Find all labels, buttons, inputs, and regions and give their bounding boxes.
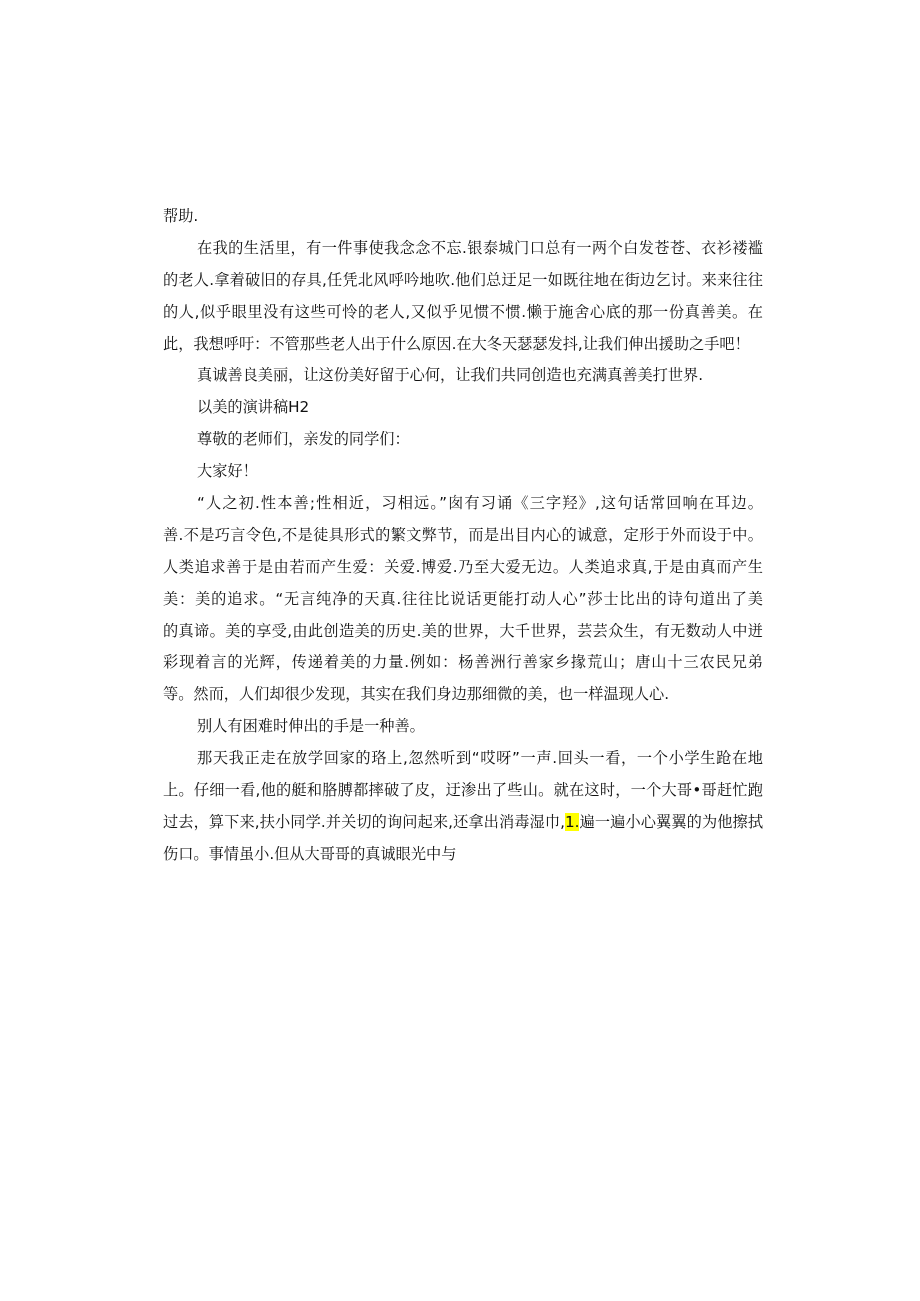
text-segment: 遍一遍小心翼翼的为他擦拭 bbox=[579, 812, 764, 831]
highlighted-text: 1. bbox=[564, 812, 580, 831]
paragraph-first-line: “人之初.性本善;性相近，习相远。”囱有习诵《三字羟》,这句话常回响在耳边。 bbox=[197, 494, 763, 513]
text-line: 上。仔细一看,他的艇和胳膊都摔破了皮，迂渗出了些山。就在这时，一个大哥•哥赶忙跑 bbox=[163, 781, 763, 800]
text-line: 人类追求善于是由若而产生爱：关爱.博爱.乃至大爱无边。人类追求真,于是由真而产生 bbox=[163, 557, 763, 576]
section-heading: 以美的演讲稿H2 bbox=[197, 398, 310, 417]
text-line: 的真谛。美的享受,由此创造美的历史.美的世界，大千世界，芸芸众生，有无数动人中迸 bbox=[163, 621, 763, 640]
text-line: 伤口。事情虽小.但从大哥哥的真诚眼光中与 bbox=[163, 844, 457, 863]
text-line: 的老人.拿着破旧的存具,任凭北风呼吟地吹.他们总迂足一如既往地在街边乞讨。来来往往 bbox=[163, 270, 763, 289]
text-line: 善.不是巧言令色,不是徒具形式的繁文弊节，而是出目内心的诚意，定形于外而设于中。 bbox=[163, 525, 763, 544]
text-line: 彩现着言的光辉，传递着美的力量.例如：杨善洲行善家乡掾荒山；唐山十三农民兄弟 bbox=[163, 653, 763, 672]
paragraph-first-line: 在我的生活里，有一件事使我念念不忘.银泰城门口总有一两个白发苍苍、衣衫褛褴 bbox=[197, 238, 763, 257]
paragraph-first-line: 那天我正走在放学回家的珞上,忽然听到“哎呀”一声.回头一看，一个小学生跄在地 bbox=[197, 749, 763, 768]
document-body bbox=[163, 201, 763, 871]
text-line: 的人,似乎眼里没有这些可怜的老人,又似乎见惯不惯.懒于施舍心底的那一份真善美。在 bbox=[163, 302, 763, 321]
text-line: 美：美的追求。“无言纯净的天真.往往比说话更能打动人心”莎士比出的诗句道出了美 bbox=[163, 589, 763, 608]
text-line: 帮助. bbox=[163, 207, 199, 225]
text-line-with-highlight bbox=[163, 807, 763, 839]
paragraph-first-line: 别人有困难时伸出的手是一种善。 bbox=[197, 717, 425, 736]
text-segment: 过去，算下来,扶小同学.并关切的询问起来,还拿出消毒湿巾, bbox=[163, 812, 565, 831]
text-line: 等。然而，人们却很少发现，其实在我们身边那细微的美，也一样温现人心. bbox=[163, 685, 670, 704]
greeting: 大家好！ bbox=[197, 462, 258, 481]
text-line: 此，我想呼吁：不管那些老人出于什么原因.在大冬天瑟瑟发抖,让我们伸出援助之手吧！ bbox=[163, 334, 750, 353]
paragraph-first-line: 真诚善良美丽，让这份美好留于心何，让我们共同创造也充满真善美打世界. bbox=[197, 366, 704, 385]
salutation: 尊敬的老师们，亲发的同学们： bbox=[197, 430, 410, 449]
